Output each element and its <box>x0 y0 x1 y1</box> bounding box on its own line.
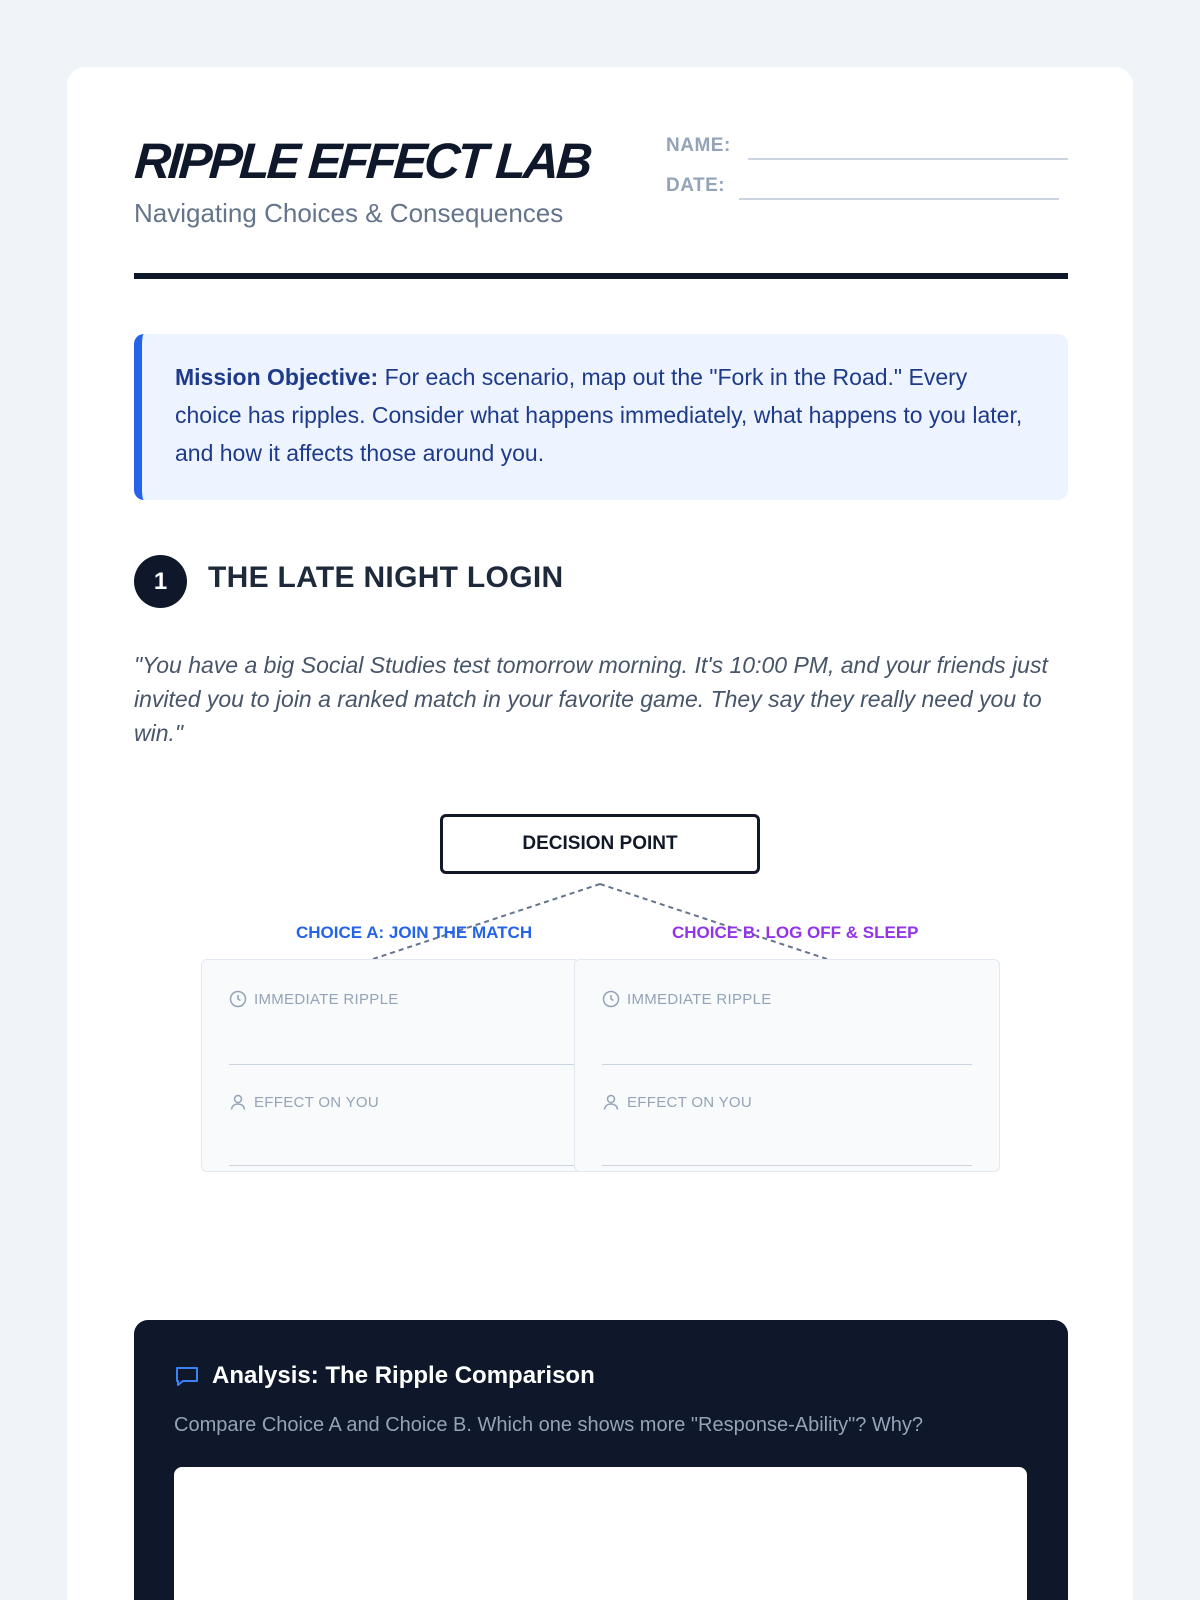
user-icon <box>229 1093 247 1111</box>
choice-a-label: CHOICE A: JOIN THE MATCH <box>296 923 533 942</box>
immediate-ripple-label: IMMEDIATE RIPPLE <box>254 990 399 1008</box>
chat-bubble-icon <box>174 1363 200 1389</box>
choice-b-label: CHOICE B: LOG OFF & SLEEP <box>672 923 919 942</box>
choice-a-card <box>201 959 580 1172</box>
user-icon <box>602 1093 620 1111</box>
analysis-title: Analysis: The Ripple Comparison <box>212 1362 595 1389</box>
immediate-ripple-answer-line[interactable] <box>602 1064 972 1065</box>
analysis-answer-box[interactable] <box>174 1467 1027 1600</box>
scenario-number-badge: 1 <box>134 555 187 608</box>
decision-point-box: DECISION POINT <box>440 814 760 874</box>
mission-label: Mission Objective: <box>175 364 379 390</box>
immediate-ripple-row <box>229 990 399 1008</box>
date-field[interactable] <box>739 198 1059 200</box>
analysis-prompt: Compare Choice A and Choice B. Which one shows more "Response-Ability"? Why? <box>174 1414 923 1436</box>
immediate-ripple-label: IMMEDIATE RIPPLE <box>627 990 772 1008</box>
page-subtitle: Navigating Choices & Consequences <box>134 198 564 228</box>
choice-b-card <box>574 959 1000 1172</box>
effect-on-you-label: EFFECT ON YOU <box>254 1093 380 1111</box>
date-label: DATE: <box>666 175 726 196</box>
name-field[interactable] <box>748 158 1068 160</box>
effect-on-you-answer-line[interactable] <box>602 1165 972 1166</box>
scenario-title: THE LATE NIGHT LOGIN <box>208 561 564 594</box>
clock-icon <box>602 990 620 1008</box>
analysis-heading <box>174 1362 595 1390</box>
mission-objective-box <box>134 334 1068 500</box>
effect-on-you-row <box>602 1093 752 1111</box>
mission-text: For each scenario, map out the "Fork in the Road." Every choice has ripples. Consider what happens immediately, what happens to you later, and how it affects those around you. <box>175 364 1023 466</box>
clock-icon <box>229 990 247 1008</box>
effect-on-you-label: EFFECT ON YOU <box>627 1093 753 1111</box>
page-title: RIPPLE EFFECT LAB <box>133 133 592 189</box>
scenario-text: "You have a big Social Studies test tomorrow morning. It's 10:00 PM, and your friends just invited you to join a ranked match in your favorite game. They say they really need you to win." <box>134 652 1048 746</box>
immediate-ripple-row <box>602 990 772 1008</box>
immediate-ripple-answer-line[interactable] <box>229 1064 581 1065</box>
effect-on-you-row <box>229 1093 379 1111</box>
effect-on-you-answer-line[interactable] <box>229 1165 581 1166</box>
name-label: NAME: <box>666 135 731 156</box>
header-divider <box>134 273 1068 279</box>
analysis-panel <box>134 1320 1068 1600</box>
